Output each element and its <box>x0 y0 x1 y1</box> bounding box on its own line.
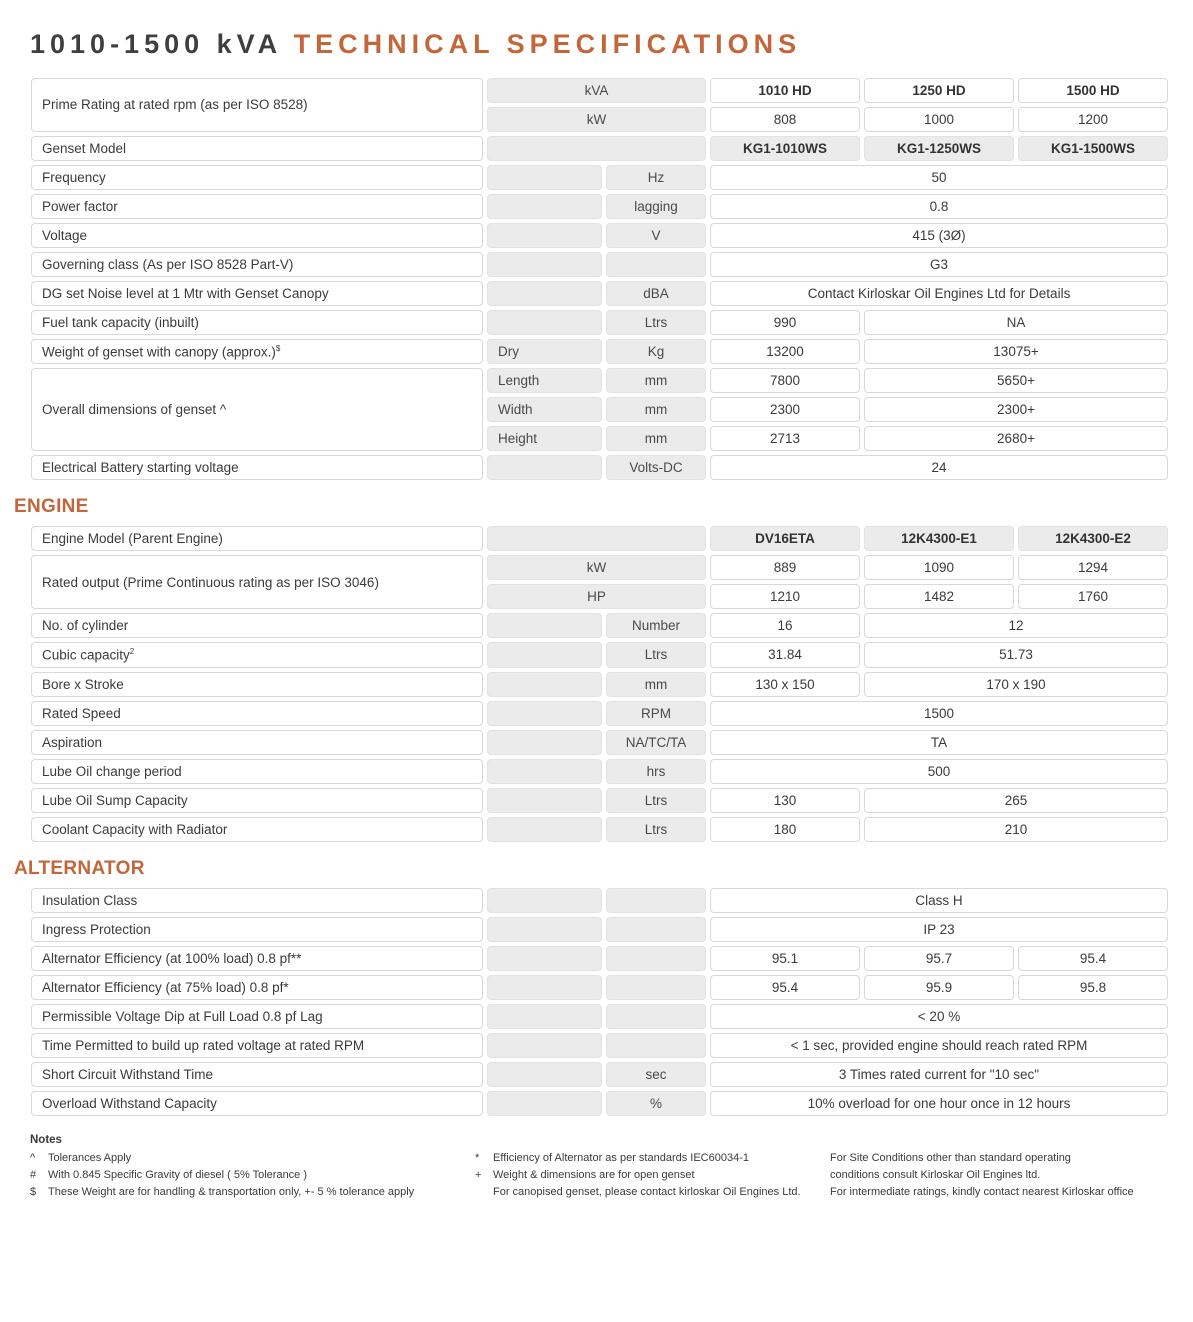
engine-model-1: DV16ETA <box>710 526 860 551</box>
note-item <box>830 1150 1170 1167</box>
row-label-noise-level: DG set Noise level at 1 Mtr with Genset Canopy <box>31 281 483 306</box>
genset-model-3: KG1-1500WS <box>1018 136 1168 161</box>
value-ingress: IP 23 <box>710 917 1168 942</box>
note-symbol: ^ <box>30 1151 36 1164</box>
unit-blank <box>487 1062 602 1087</box>
unit-dba: dBA <box>606 281 706 306</box>
row-label-overload: Overload Withstand Capacity <box>31 1091 483 1116</box>
value-rated-kw-1: 889 <box>710 555 860 580</box>
row-label-dimensions: Overall dimensions of genset ^ <box>31 368 483 451</box>
unit-mm: mm <box>606 368 706 393</box>
table-row <box>31 455 1168 480</box>
unit-blank <box>487 672 602 697</box>
table-row <box>31 555 1168 580</box>
value-kw-3: 1200 <box>1018 107 1168 132</box>
value-eff-100-3: 95.4 <box>1018 946 1168 971</box>
unit-blank <box>487 252 602 277</box>
value-eff-75-2: 95.9 <box>864 975 1014 1000</box>
row-label-build-up: Time Permitted to build up rated voltage at rated RPM <box>31 1033 483 1058</box>
sublabel-width: Width <box>487 397 602 422</box>
note-item <box>475 1184 830 1201</box>
note-text: For canopised genset, please contact kirloskar Oil Engines Ltd. <box>493 1185 801 1198</box>
unit-blank <box>487 455 602 480</box>
row-label-voltage-dip: Permissible Voltage Dip at Full Load 0.8 pf Lag <box>31 1004 483 1029</box>
value-bore-2: 170 x 190 <box>864 672 1168 697</box>
value-battery: 24 <box>710 455 1168 480</box>
unit-rpm: RPM <box>606 701 706 726</box>
unit-blank <box>487 701 602 726</box>
note-symbol <box>475 1184 493 1201</box>
engine-spec-table <box>27 522 1172 846</box>
sublabel-length: Length <box>487 368 602 393</box>
value-height-1: 2713 <box>710 426 860 451</box>
engine-model-3: 12K4300-E2 <box>1018 526 1168 551</box>
notes-column-2 <box>475 1150 830 1201</box>
unit-blank <box>487 1004 602 1029</box>
unit-sec: sec <box>606 1062 706 1087</box>
row-label-lube-sump: Lube Oil Sump Capacity <box>31 788 483 813</box>
table-row <box>31 281 1168 306</box>
table-row <box>31 1004 1168 1029</box>
table-row <box>31 788 1168 813</box>
unit-blank-2 <box>606 1033 706 1058</box>
unit-hp: HP <box>487 584 706 609</box>
row-label-power-factor: Power factor <box>31 194 483 219</box>
value-voltage: 415 (3Ø) <box>710 223 1168 248</box>
unit-lagging: lagging <box>606 194 706 219</box>
unit-blank <box>487 281 602 306</box>
row-label-rated-speed: Rated Speed <box>31 701 483 726</box>
unit-number: Number <box>606 613 706 638</box>
table-row <box>31 1033 1168 1058</box>
value-cubic-1: 31.84 <box>710 642 860 668</box>
unit-blank-2 <box>606 888 706 913</box>
value-fuel-tank-2: NA <box>864 310 1168 335</box>
section-heading-engine: ENGINE <box>14 496 89 518</box>
note-symbol: * <box>475 1151 480 1164</box>
table-row <box>31 888 1168 913</box>
table-row <box>31 613 1168 638</box>
value-weight-2: 13075+ <box>864 339 1168 365</box>
table-row <box>31 526 1168 551</box>
weight-label-text: Weight of genset with canopy (approx.) <box>42 344 276 360</box>
value-noise-level: Contact Kirloskar Oil Engines Ltd for Details <box>710 281 1168 306</box>
row-label-battery: Electrical Battery starting voltage <box>31 455 483 480</box>
note-item <box>30 1184 475 1201</box>
general-spec-table <box>27 74 1172 485</box>
unit-blank-2 <box>606 1004 706 1029</box>
unit-volts-dc: Volts-DC <box>606 455 706 480</box>
value-height-2: 2680+ <box>864 426 1168 451</box>
table-row <box>31 310 1168 335</box>
unit-hz: Hz <box>606 165 706 190</box>
value-rated-hp-3: 1760 <box>1018 584 1168 609</box>
alternator-spec-table <box>27 884 1172 1120</box>
unit-mm: mm <box>606 426 706 451</box>
note-item <box>830 1167 1170 1184</box>
note-item <box>30 1167 475 1184</box>
unit-mm: mm <box>606 672 706 697</box>
unit-blank <box>487 526 706 551</box>
row-label-rated-output: Rated output (Prime Continuous rating as per ISO 3046) <box>31 555 483 609</box>
value-rated-hp-1: 1210 <box>710 584 860 609</box>
note-text: Efficiency of Alternator as per standards IEC60034-1 <box>493 1151 749 1164</box>
unit-ltrs: Ltrs <box>606 788 706 813</box>
unit-percent: % <box>606 1091 706 1116</box>
table-row <box>31 223 1168 248</box>
table-row <box>31 730 1168 755</box>
row-label-prime-rating: Prime Rating at rated rpm (as per ISO 8528) <box>31 78 483 132</box>
row-label-cubic-capacity <box>31 642 483 668</box>
value-kva-1: 1010 HD <box>710 78 860 103</box>
row-label-ingress: Ingress Protection <box>31 917 483 942</box>
value-kva-3: 1500 HD <box>1018 78 1168 103</box>
unit-blank <box>487 613 602 638</box>
value-cylinders-1: 16 <box>710 613 860 638</box>
unit-blank <box>487 888 602 913</box>
row-label-weight <box>31 339 483 365</box>
unit-blank <box>487 642 602 668</box>
genset-model-2: KG1-1250WS <box>864 136 1014 161</box>
table-row <box>31 642 1168 668</box>
table-row <box>31 701 1168 726</box>
table-row <box>31 194 1168 219</box>
unit-kw: kW <box>487 555 706 580</box>
value-rated-kw-3: 1294 <box>1018 555 1168 580</box>
value-frequency: 50 <box>710 165 1168 190</box>
notes-column-3 <box>830 1150 1170 1201</box>
unit-ltrs: Ltrs <box>606 817 706 842</box>
value-lube-sump-1: 130 <box>710 788 860 813</box>
section-heading-alternator: ALTERNATOR <box>14 857 145 879</box>
unit-ltrs: Ltrs <box>606 642 706 668</box>
value-build-up: < 1 sec, provided engine should reach rated RPM <box>710 1033 1168 1058</box>
row-label-eff-100: Alternator Efficiency (at 100% load) 0.8 pf** <box>31 946 483 971</box>
note-symbol: + <box>475 1168 482 1181</box>
cubic-capacity-sup: 2 <box>129 647 135 657</box>
value-length-1: 7800 <box>710 368 860 393</box>
value-eff-75-1: 95.4 <box>710 975 860 1000</box>
note-text: Weight & dimensions are for open genset <box>493 1168 695 1181</box>
table-row <box>31 1062 1168 1087</box>
value-bore-1: 130 x 150 <box>710 672 860 697</box>
value-coolant-2: 210 <box>864 817 1168 842</box>
unit-blank <box>487 223 602 248</box>
weight-label-sup: $ <box>275 343 281 353</box>
note-text: For Site Conditions other than standard operating <box>830 1151 1071 1164</box>
value-width-2: 2300+ <box>864 397 1168 422</box>
row-label-eff-75: Alternator Efficiency (at 75% load) 0.8 pf* <box>31 975 483 1000</box>
table-row <box>31 1091 1168 1116</box>
row-label-fuel-tank: Fuel tank capacity (inbuilt) <box>31 310 483 335</box>
title-heading: TECHNICAL SPECIFICATIONS <box>293 29 802 59</box>
value-weight-1: 13200 <box>710 339 860 365</box>
note-item <box>475 1167 830 1184</box>
table-row <box>31 368 1168 393</box>
table-row <box>31 759 1168 784</box>
row-label-aspiration: Aspiration <box>31 730 483 755</box>
value-kva-2: 1250 HD <box>864 78 1014 103</box>
sublabel-dry: Dry <box>487 339 602 365</box>
value-cubic-2: 51.73 <box>864 642 1168 668</box>
value-cylinders-2: 12 <box>864 613 1168 638</box>
row-label-bore-stroke: Bore x Stroke <box>31 672 483 697</box>
unit-blank-2 <box>606 252 706 277</box>
unit-ltrs: Ltrs <box>606 310 706 335</box>
row-label-voltage: Voltage <box>31 223 483 248</box>
row-label-insulation: Insulation Class <box>31 888 483 913</box>
cubic-capacity-text: Cubic capacity <box>42 647 130 663</box>
note-text: For intermediate ratings, kindly contact nearest Kirloskar office <box>830 1185 1134 1198</box>
unit-blank-2 <box>606 917 706 942</box>
row-label-coolant: Coolant Capacity with Radiator <box>31 817 483 842</box>
unit-v: V <box>606 223 706 248</box>
value-short-circuit: 3 Times rated current for "10 sec" <box>710 1062 1168 1087</box>
note-text: These Weight are for handling & transportation only, +- 5 % tolerance apply <box>48 1185 415 1198</box>
value-fuel-tank-1: 990 <box>710 310 860 335</box>
engine-model-2: 12K4300-E1 <box>864 526 1014 551</box>
value-width-1: 2300 <box>710 397 860 422</box>
value-rated-kw-2: 1090 <box>864 555 1014 580</box>
unit-blank <box>487 165 602 190</box>
unit-kva: kVA <box>487 78 706 103</box>
value-voltage-dip: < 20 % <box>710 1004 1168 1029</box>
note-symbol: $ <box>30 1185 37 1198</box>
row-label-frequency: Frequency <box>31 165 483 190</box>
unit-blank <box>487 759 602 784</box>
table-row <box>31 917 1168 942</box>
table-row <box>31 817 1168 842</box>
note-item <box>475 1150 830 1167</box>
unit-blank <box>487 917 602 942</box>
value-kw-1: 808 <box>710 107 860 132</box>
row-label-engine-model: Engine Model (Parent Engine) <box>31 526 483 551</box>
value-lube-change: 500 <box>710 759 1168 784</box>
value-overload: 10% overload for one hour once in 12 hours <box>710 1091 1168 1116</box>
unit-mm: mm <box>606 397 706 422</box>
value-rated-speed: 1500 <box>710 701 1168 726</box>
table-row <box>31 339 1168 365</box>
value-lube-sump-2: 265 <box>864 788 1168 813</box>
note-text: Tolerances Apply <box>48 1151 132 1164</box>
note-text: conditions consult Kirloskar Oil Engines ltd. <box>830 1168 1041 1181</box>
table-row <box>31 975 1168 1000</box>
unit-blank <box>487 1091 602 1116</box>
table-row <box>31 252 1168 277</box>
value-eff-100-1: 95.1 <box>710 946 860 971</box>
table-row <box>31 78 1168 103</box>
sublabel-height: Height <box>487 426 602 451</box>
table-row <box>31 136 1168 161</box>
value-aspiration: TA <box>710 730 1168 755</box>
table-row <box>31 165 1168 190</box>
value-power-factor: 0.8 <box>710 194 1168 219</box>
value-length-2: 5650+ <box>864 368 1168 393</box>
unit-blank <box>487 975 602 1000</box>
row-label-governing-class: Governing class (As per ISO 8528 Part-V) <box>31 252 483 277</box>
unit-blank <box>487 788 602 813</box>
unit-blank <box>487 136 706 161</box>
unit-kw: kW <box>487 107 706 132</box>
unit-blank <box>487 310 602 335</box>
unit-blank-2 <box>606 975 706 1000</box>
value-governing-class: G3 <box>710 252 1168 277</box>
page-title <box>0 0 1193 74</box>
value-kw-2: 1000 <box>864 107 1014 132</box>
value-eff-100-2: 95.7 <box>864 946 1014 971</box>
note-item <box>30 1150 475 1167</box>
value-insulation: Class H <box>710 888 1168 913</box>
value-coolant-1: 180 <box>710 817 860 842</box>
unit-blank-2 <box>606 946 706 971</box>
title-range: 1010-1500 kVA <box>30 29 282 59</box>
note-symbol: # <box>30 1168 37 1181</box>
unit-aspiration: NA/TC/TA <box>606 730 706 755</box>
value-eff-75-3: 95.8 <box>1018 975 1168 1000</box>
unit-hrs: hrs <box>606 759 706 784</box>
table-row <box>31 672 1168 697</box>
genset-model-1: KG1-1010WS <box>710 136 860 161</box>
row-label-short-circuit: Short Circuit Withstand Time <box>31 1062 483 1087</box>
table-row <box>31 946 1168 971</box>
note-item <box>830 1184 1170 1201</box>
note-text: With 0.845 Specific Gravity of diesel ( 5% Tolerance ) <box>48 1168 308 1181</box>
notes-heading: Notes <box>30 1133 62 1146</box>
notes-column-1 <box>30 1150 475 1201</box>
unit-blank <box>487 817 602 842</box>
unit-blank <box>487 946 602 971</box>
unit-blank <box>487 194 602 219</box>
notes-block <box>30 1134 1170 1201</box>
unit-kg: Kg <box>606 339 706 365</box>
row-label-cylinders: No. of cylinder <box>31 613 483 638</box>
value-rated-hp-2: 1482 <box>864 584 1014 609</box>
unit-blank <box>487 730 602 755</box>
row-label-lube-change: Lube Oil change period <box>31 759 483 784</box>
unit-blank <box>487 1033 602 1058</box>
row-label-genset-model: Genset Model <box>31 136 483 161</box>
